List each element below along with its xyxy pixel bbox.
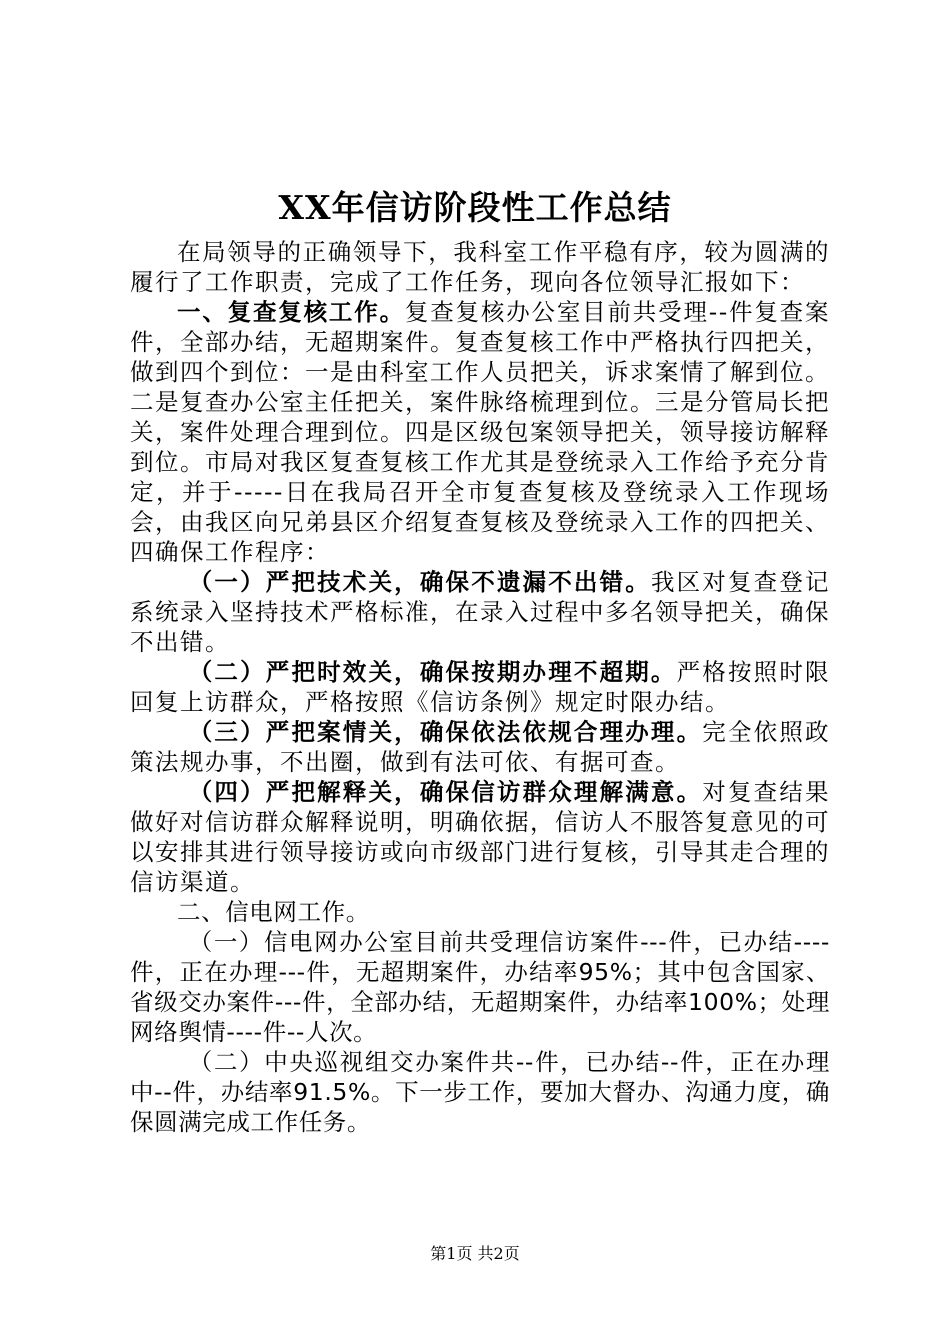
section1-item-4-lead: （四）严把解释关，确保信访群众理解满意。 xyxy=(188,778,703,806)
intro-paragraph: 在局领导的正确领导下，我科室工作平稳有序，较为圆满的履行了工作职责，完成了工作任务，现向各位领导汇报如下： xyxy=(130,238,830,296)
section1-item-1 xyxy=(130,567,830,657)
section1-item-3 xyxy=(130,717,830,777)
section1-paragraph xyxy=(130,297,830,567)
section1-item-2-lead: （二）严把时效关，确保按期办理不超期。 xyxy=(188,658,677,686)
document-title: XX年信访阶段性工作总结 xyxy=(278,188,672,227)
page-footer: 第1页 共2页 xyxy=(430,1244,520,1263)
section1-text: 复查复核办公室目前共受理--件复查案件，全部办结，无超期案件。复查复核工作中严格执行四把关，做到四个到位：一是由科室工作人员把关，诉求案情了解到位。二是复查办公室主任把关，案件脉络梳理到位。三是分管局长把关，案件处理合理到位。四是区级包案领导把关，领导接访解释到位。市局对我区复查复核工作尤其是登统录入工作给予充分肯定，并于-----日在我局召开全市复查复核及登统录入工作现场会，由我区向兄弟县区介绍复查复核及登统录入工作的四把关、四确保工作程序： xyxy=(130,298,831,566)
section2-item-1: （一）信电网办公室目前共受理信访案件---件，已办结----件，正在办理---件，无超期案件，办结率95%；其中包含国家、省级交办案件---件，全部办结，无超期案件，办结率100%；处理网络舆情----件--人次。 xyxy=(130,928,830,1046)
section1-item-1-lead: （一）严把技术关，确保不遗漏不出错。 xyxy=(188,568,651,596)
section2-item-2: （二）中央巡视组交办案件共--件，已办结--件，正在办理中--件，办结率91.5%。下一步工作，要加大督办、沟通力度，确保圆满完成工作任务。 xyxy=(130,1048,830,1136)
section1-item-1-text: 我区对复查登记系统录入坚持技术严格标准，在录入过程中多名领导把关，确保不出错。 xyxy=(130,568,830,656)
section1-item-2 xyxy=(130,657,830,717)
section1-item-2-text: 严格按照时限回复上访群众，严格按照《信访条例》规定时限办结。 xyxy=(130,658,831,716)
document-body xyxy=(130,237,830,1137)
section1-heading: 一、复查复核工作。 xyxy=(177,298,405,326)
section1-item-4 xyxy=(130,777,830,897)
section1-item-4-text: 对复查结果做好对信访群众解释说明，明确依据，信访人不服答复意见的可以安排其进行领导接访或向市级部门进行复核，引导其走合理的信访渠道。 xyxy=(130,778,831,896)
section2 xyxy=(130,897,830,1137)
section2-heading: 二、信电网工作。 xyxy=(177,898,370,926)
section1-item-3-lead: （三）严把案情关，确保依法依规合理办理。 xyxy=(188,718,703,746)
section1-item-3-text: 完全依照政策法规办事，不出圈，做到有法可依、有据可查。 xyxy=(130,718,831,776)
